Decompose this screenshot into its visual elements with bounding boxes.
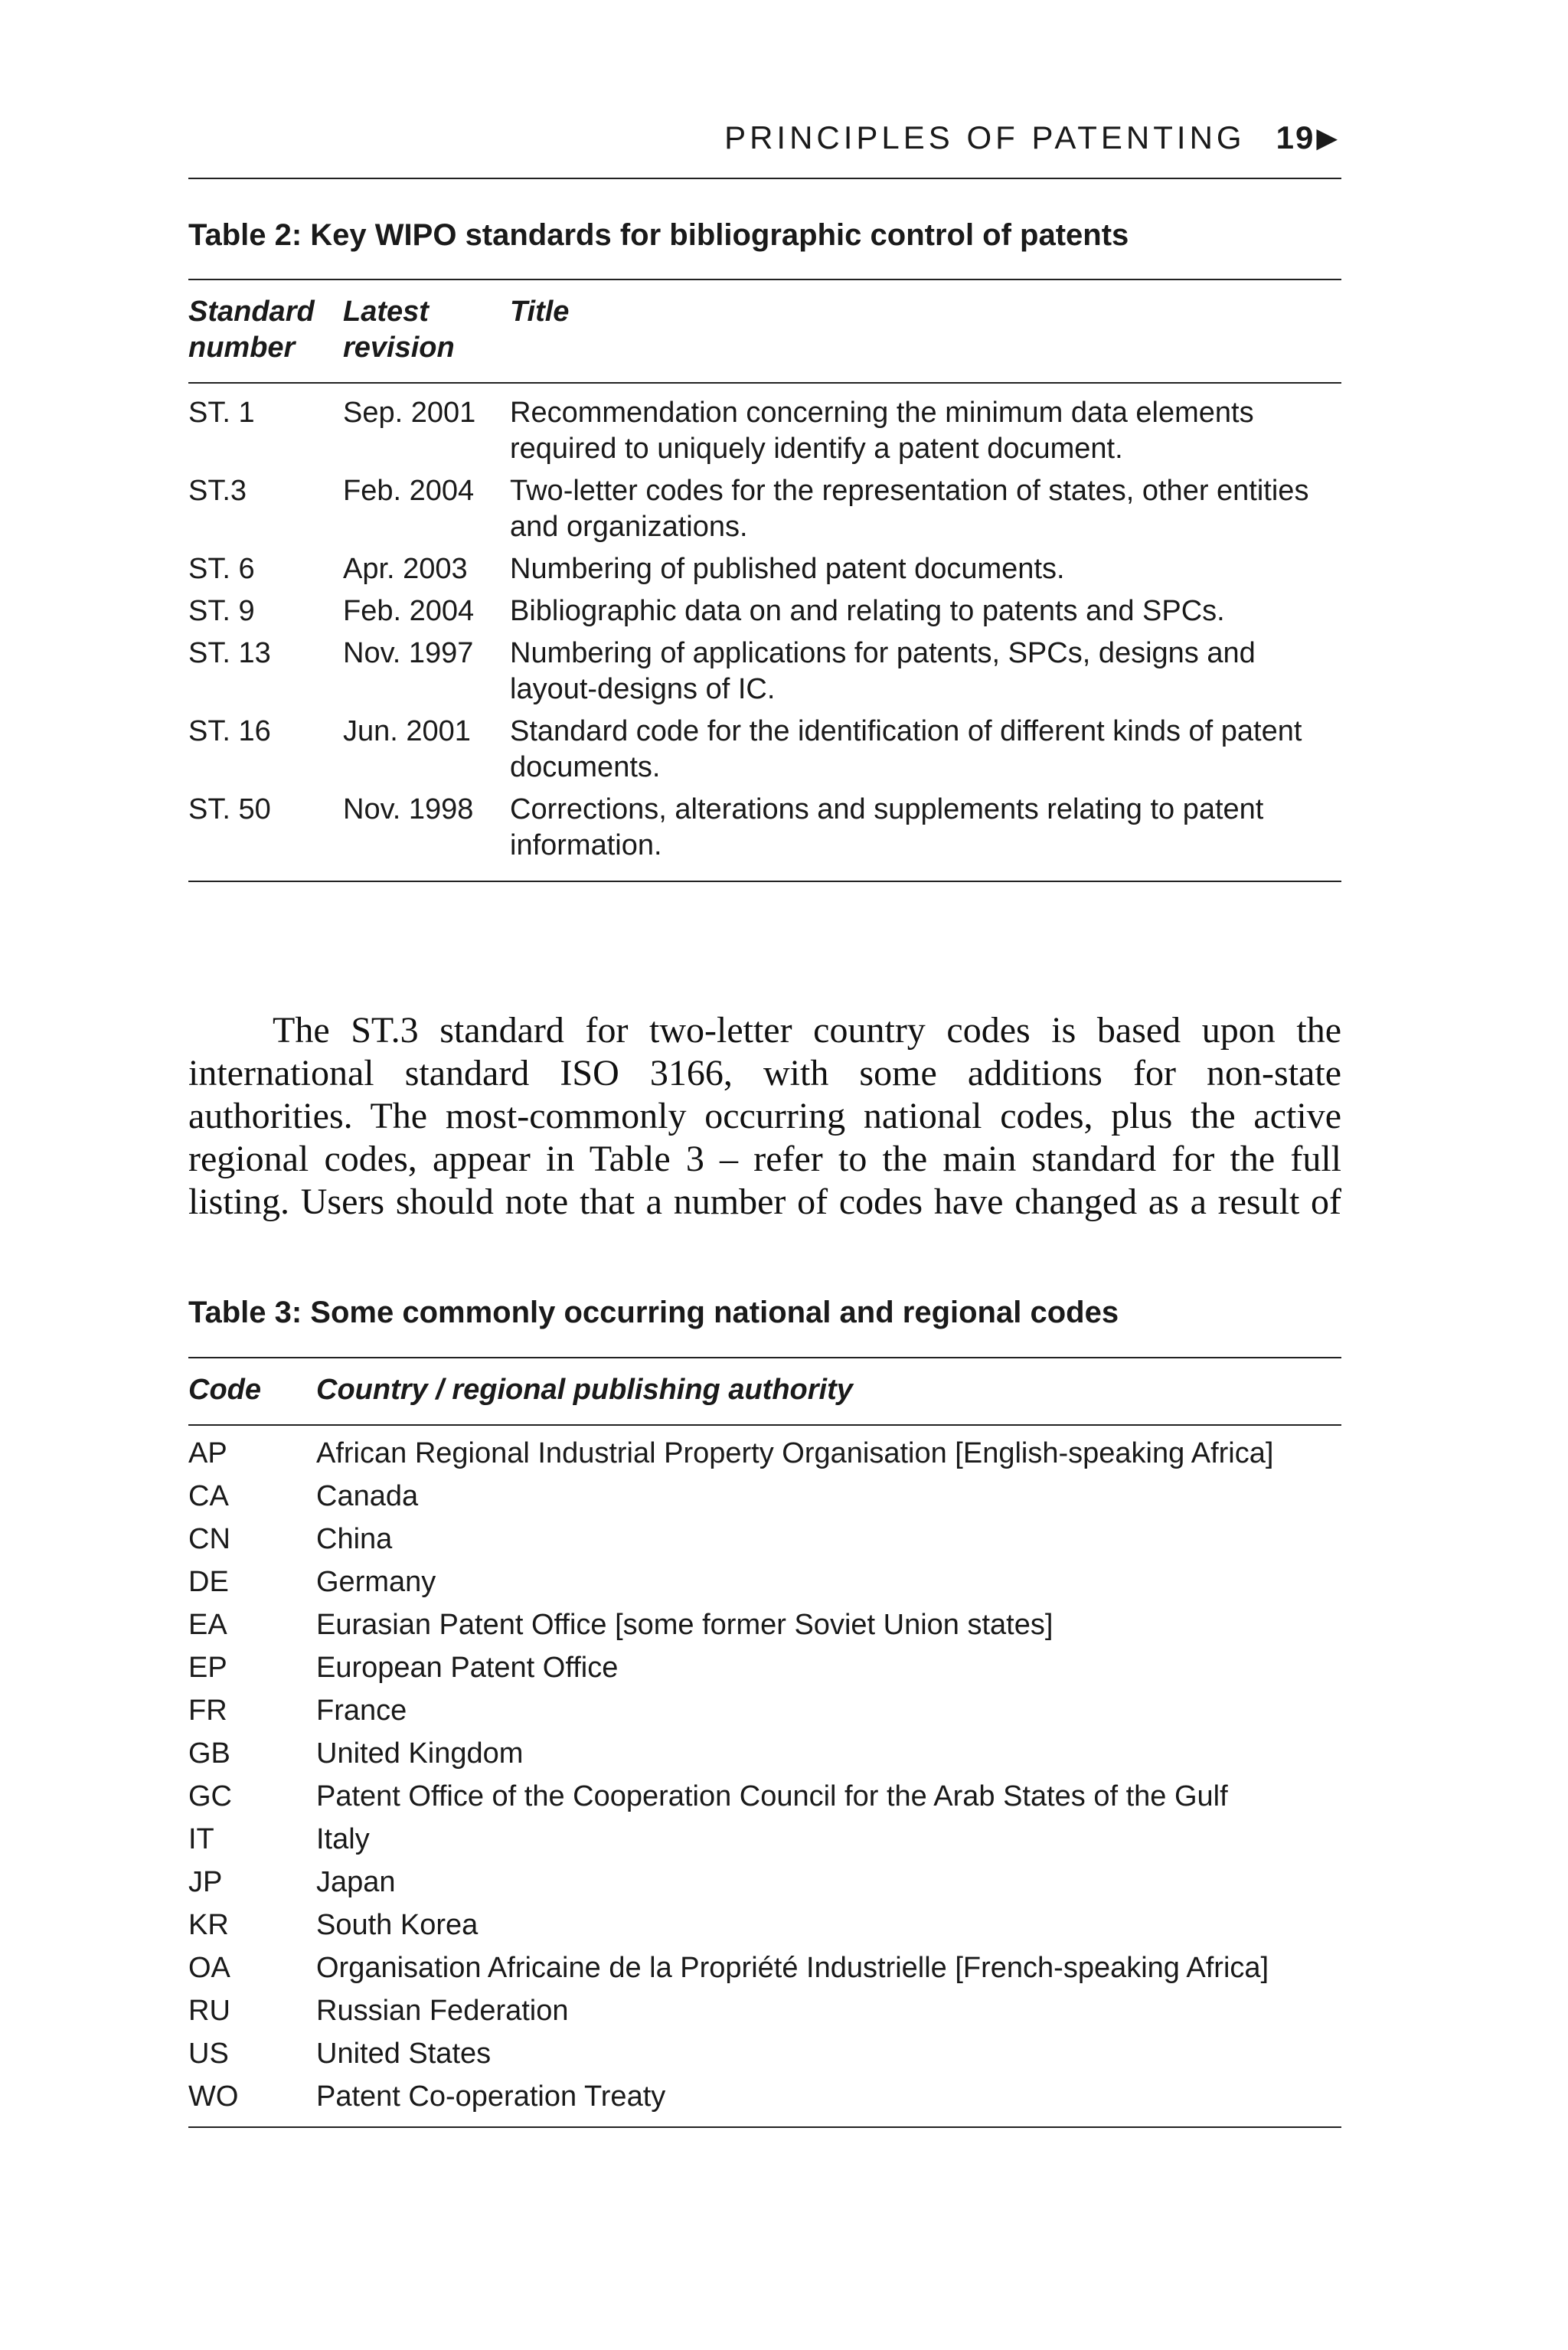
table2-cell-title: Numbering of published patent documents. bbox=[510, 553, 1065, 585]
table3-cell-code: IT bbox=[188, 1823, 214, 1855]
table3-row bbox=[188, 1732, 1341, 1775]
table2-header-revision-line1: Latest bbox=[343, 296, 429, 328]
table3-row bbox=[188, 1475, 1341, 1518]
table3-caption: Table 3: Some commonly occurring national and regional codes bbox=[188, 1296, 1119, 1329]
body-paragraph: The ST.3 standard for two-letter country codes is based upon the international standard ISO 3166, with some additions for non-state authorities. The most-commonly occurring national codes, plus the active regional codes, appear in Table 3 – refer to the main standard for the full listing. Users should note that a number of codes have changed as a result of bbox=[188, 1010, 1341, 1222]
table3-row bbox=[188, 1561, 1341, 1603]
table2-cell-revision: Nov. 1997 bbox=[343, 637, 474, 669]
page-arrow-icon: ▶ bbox=[1316, 122, 1341, 153]
table3-cell-code: DE bbox=[188, 1566, 229, 1598]
table2-cell-title: Two-letter codes for the representation of states, other entities and organizations. bbox=[510, 475, 1309, 543]
table3-header-authority: Country / regional publishing authority bbox=[316, 1374, 853, 1406]
table2-header-revision bbox=[343, 294, 455, 366]
table2-cell-title: Corrections, alterations and supplements relating to patent information. bbox=[510, 793, 1264, 861]
table3-header-code: Code bbox=[188, 1374, 261, 1406]
table3-cell-code: US bbox=[188, 2038, 229, 2070]
table2-cell-title: Recommendation concerning the minimum data elements required to uniquely identify a patent document. bbox=[510, 397, 1254, 465]
table3-cell-code: FR bbox=[188, 1695, 227, 1727]
table3-row bbox=[188, 1946, 1341, 1989]
table3-cell-code: EA bbox=[188, 1609, 227, 1641]
table3-row bbox=[188, 2075, 1341, 2118]
table2-cell-standard: ST. 9 bbox=[188, 595, 255, 627]
table3-cell-code: CA bbox=[188, 1480, 229, 1512]
table2-cell-title: Numbering of applications for patents, SPCs, designs and layout-designs of IC. bbox=[510, 637, 1256, 705]
table2-cell-revision: Sep. 2001 bbox=[343, 397, 476, 429]
table2-top-rule bbox=[188, 279, 1341, 280]
table3-cell-authority: African Regional Industrial Property Organisation [English-speaking Africa] bbox=[316, 1437, 1274, 1469]
table3-row bbox=[188, 1646, 1341, 1689]
table3-cell-code: WO bbox=[188, 2080, 239, 2113]
table3-cell-authority: Patent Office of the Cooperation Council for the Arab States of the Gulf bbox=[316, 1780, 1228, 1812]
table3-cell-authority: Germany bbox=[316, 1566, 436, 1598]
table2-cell-standard: ST. 16 bbox=[188, 715, 271, 747]
table3-cell-authority: Eurasian Patent Office [some former Soviet Union states] bbox=[316, 1609, 1054, 1641]
table2-cell-standard: ST. 6 bbox=[188, 553, 255, 585]
table2-row bbox=[188, 714, 1341, 786]
table3-row bbox=[188, 1989, 1341, 2032]
table3-cell-code: GB bbox=[188, 1737, 230, 1770]
table2-cell-revision: Feb. 2004 bbox=[343, 475, 475, 507]
table3-cell-authority: Russian Federation bbox=[316, 1995, 569, 2027]
table3-bottom-rule bbox=[188, 2126, 1341, 2128]
table3-cell-authority: United States bbox=[316, 2038, 492, 2070]
table3-cell-authority: Japan bbox=[316, 1866, 396, 1898]
table3-row bbox=[188, 2032, 1341, 2075]
table3-cell-authority: Italy bbox=[316, 1823, 370, 1855]
table2-cell-title: Standard code for the identification of different kinds of patent documents. bbox=[510, 715, 1302, 783]
table2-cell-revision: Apr. 2003 bbox=[343, 553, 468, 585]
table3-row bbox=[188, 1904, 1341, 1946]
table3-header-rule bbox=[188, 1424, 1341, 1426]
table3-row bbox=[188, 1518, 1341, 1561]
table3-cell-authority: Canada bbox=[316, 1480, 419, 1512]
table2-bottom-rule bbox=[188, 881, 1341, 882]
table2-row bbox=[188, 473, 1341, 545]
table3-row bbox=[188, 1689, 1341, 1732]
table2-cell-revision: Jun. 2001 bbox=[343, 715, 471, 747]
table3-body bbox=[188, 1432, 1341, 2118]
running-header bbox=[724, 115, 1341, 161]
table3-cell-authority: Organisation Africaine de la Propriété Industrielle [French-speaking Africa] bbox=[316, 1952, 1269, 1984]
table2-row bbox=[188, 792, 1341, 864]
table3-cell-authority: France bbox=[316, 1695, 407, 1727]
page-number: 19 bbox=[1276, 119, 1315, 155]
table3-row bbox=[188, 1818, 1341, 1861]
table2-cell-revision: Nov. 1998 bbox=[343, 793, 474, 825]
table3-cell-authority: European Patent Office bbox=[316, 1652, 619, 1684]
table3-cell-code: GC bbox=[188, 1780, 232, 1812]
table2-header-standard-line1: Standard bbox=[188, 296, 315, 328]
table3-cell-code: AP bbox=[188, 1437, 227, 1469]
table3-cell-code: EP bbox=[188, 1652, 227, 1684]
table2-row bbox=[188, 636, 1341, 708]
table2-header-standard-line2: number bbox=[188, 332, 296, 364]
table2-header-rule bbox=[188, 382, 1341, 384]
table3-cell-code: RU bbox=[188, 1995, 230, 2027]
table2-header-title: Title bbox=[510, 296, 570, 328]
table3-top-rule bbox=[188, 1357, 1341, 1358]
table2-header-revision-line2: revision bbox=[343, 332, 455, 364]
table3-cell-authority: China bbox=[316, 1523, 393, 1555]
table2-cell-standard: ST. 50 bbox=[188, 793, 271, 825]
table3-cell-code: KR bbox=[188, 1909, 229, 1941]
table3-row bbox=[188, 1432, 1341, 1475]
table3-row bbox=[188, 1603, 1341, 1646]
table2-row bbox=[188, 395, 1341, 467]
table2-cell-title: Bibliographic data on and relating to patents and SPCs. bbox=[510, 595, 1225, 627]
table2-header-standard bbox=[188, 294, 315, 366]
table3-cell-authority: United Kingdom bbox=[316, 1737, 524, 1770]
table2-caption: Table 2: Key WIPO standards for bibliographic control of patents bbox=[188, 218, 1129, 252]
table3-row bbox=[188, 1861, 1341, 1904]
table2-body bbox=[188, 395, 1341, 870]
header-rule bbox=[188, 178, 1341, 179]
table3-cell-code: OA bbox=[188, 1952, 230, 1984]
table3-row bbox=[188, 1775, 1341, 1818]
running-title: PRINCIPLES OF PATENTING bbox=[724, 119, 1246, 155]
table3-cell-code: JP bbox=[188, 1866, 223, 1898]
table3-cell-code: CN bbox=[188, 1523, 230, 1555]
table2-cell-standard: ST. 13 bbox=[188, 637, 271, 669]
table2-row bbox=[188, 593, 1341, 629]
table3-cell-authority: South Korea bbox=[316, 1909, 479, 1941]
table2-row bbox=[188, 551, 1341, 587]
table3-cell-authority: Patent Co-operation Treaty bbox=[316, 2080, 666, 2113]
table2-cell-revision: Feb. 2004 bbox=[343, 595, 475, 627]
table2-cell-standard: ST. 1 bbox=[188, 397, 255, 429]
table2-cell-standard: ST.3 bbox=[188, 475, 247, 507]
